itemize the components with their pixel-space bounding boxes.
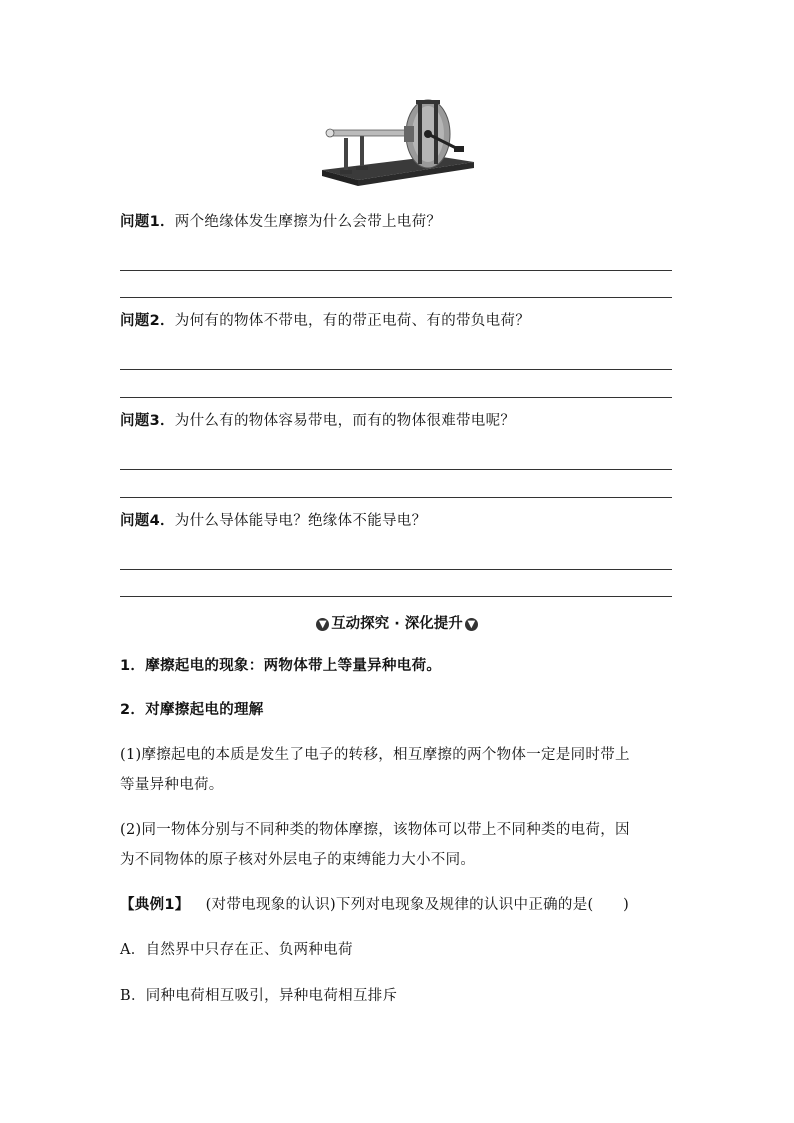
question-4-label: 问题4．	[120, 513, 175, 529]
question-4-text: 为什么导体能导电？绝缘体不能导电？	[174, 513, 427, 529]
question-2	[120, 309, 530, 330]
option-b[interactable]: B．同种电荷相互吸引，异种电荷相互排斥	[120, 988, 398, 1004]
question-2-text: 为何有的物体不带电，有的带正电荷、有的带负电荷？	[174, 313, 530, 329]
answer-line[interactable]	[120, 297, 672, 298]
down-arrow-icon: ▼	[465, 618, 478, 631]
answer-line[interactable]	[120, 497, 672, 498]
point-2-2-line-2: 为不同物体的原子核对外层电子的束缚能力大小不同。	[120, 852, 476, 868]
question-3	[120, 409, 515, 430]
example-topic: (对带电现象的认识)	[205, 897, 336, 913]
example-question: 下列对电现象及规律的认识中正确的是( )	[335, 897, 630, 913]
example-tag: 【典例1】	[120, 897, 190, 913]
question-3-label: 问题3．	[120, 413, 175, 429]
down-arrow-icon: ▼	[316, 618, 329, 631]
answer-line[interactable]	[120, 469, 672, 470]
question-4	[120, 509, 426, 530]
question-1	[120, 210, 441, 231]
point-2-heading: 2．对摩擦起电的理解	[120, 702, 264, 718]
electrostatic-machine-figure	[318, 96, 478, 188]
option-a[interactable]: A．自然界中只存在正、负两种电荷	[120, 942, 353, 958]
answer-line[interactable]	[120, 369, 672, 370]
question-1-label: 问题1．	[120, 214, 175, 230]
section-title	[0, 612, 794, 633]
question-3-text: 为什么有的物体容易带电，而有的物体很难带电呢？	[174, 413, 516, 429]
point-2-1-line-1: (1)摩擦起电的本质是发生了电子的转移，相互摩擦的两个物体一定是同时带上	[120, 747, 630, 763]
point-2-2-line-1: (2)同一物体分别与不同种类的物体摩擦，该物体可以带上不同种类的电荷，因	[120, 822, 630, 838]
answer-line[interactable]	[120, 596, 672, 597]
answer-line[interactable]	[120, 397, 672, 398]
question-1-text: 两个绝缘体发生摩擦为什么会带上电荷？	[174, 214, 442, 230]
example-1-stem	[120, 893, 629, 914]
point-2-1-line-2: 等量异种电荷。	[120, 777, 224, 793]
point-1: 1．摩擦起电的现象：两物体带上等量异种电荷。	[120, 658, 442, 674]
answer-line[interactable]	[120, 270, 672, 271]
answer-line[interactable]	[120, 569, 672, 570]
section-title-text: 互动探究 · 深化提升	[331, 616, 463, 632]
question-2-label: 问题2．	[120, 313, 175, 329]
